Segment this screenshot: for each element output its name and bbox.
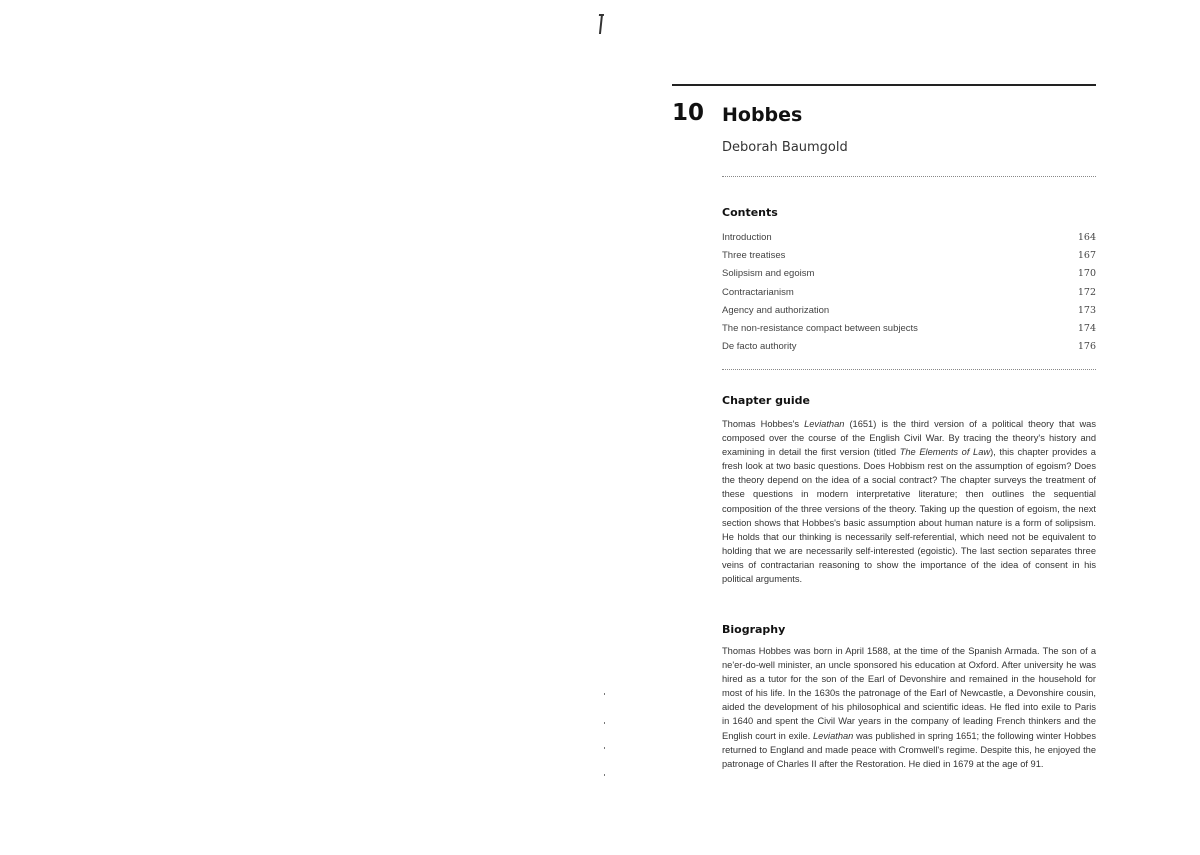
top-rule (672, 84, 1096, 86)
toc-label: The non-resistance compact between subjects (722, 322, 918, 334)
toc-page: 172 (1077, 286, 1096, 298)
toc-item[interactable] (722, 229, 1096, 247)
book-title: Leviathan (813, 730, 854, 741)
left-margin-dot (604, 693, 605, 695)
toc-page: 170 (1077, 268, 1096, 280)
toc-page: 167 (1077, 250, 1096, 262)
chapter-number: 10 (672, 100, 705, 126)
toc-label: Contractarianism (722, 286, 794, 298)
divider (722, 176, 1096, 177)
toc-page: 174 (1077, 322, 1096, 334)
contents-heading: Contents (722, 206, 778, 219)
toc-label: Agency and authorization (722, 304, 830, 316)
contents-list (722, 229, 1096, 356)
chapter-title: Hobbes (722, 104, 803, 126)
text-run: Thomas Hobbes was born in April 1588, at the time of the Spanish Armada. The son of a ne'er-do-well minister, an uncle sponsored his education at Oxford. After university he was hired as a tutor for the son of the Earl of Devonshire and remained in the household for most of his life. In the 1630s the patronage of the Earl of Newcastle, a Devonshire cousin, aided the development of his philosophical and scientific ideas. He fled into exile to Paris in 1640 and spent the Civil War years in the company of leading French thinkers and the English court in exile. (722, 646, 1096, 741)
toc-page: 164 (1077, 232, 1096, 243)
chapter-guide-heading: Chapter guide (722, 394, 810, 407)
toc-item[interactable] (722, 265, 1096, 283)
toc-item[interactable] (722, 338, 1096, 356)
text-run: (1651) is the third version of a political theory that was composed over the course of the English Civil War. By tracing the theory's history and examining in detail the first version (titled (722, 419, 1096, 458)
toc-label: Three treatises (722, 250, 786, 262)
chapter-author: Deborah Baumgold (722, 140, 848, 155)
toc-item[interactable] (722, 284, 1096, 302)
toc-item[interactable] (722, 302, 1096, 320)
toc-page: 176 (1077, 341, 1096, 353)
toc-label: De facto authority (722, 341, 797, 353)
toc-label: Solipsism and egoism (722, 268, 815, 280)
chapter-guide-text (722, 417, 1096, 586)
toc-label: Introduction (722, 232, 772, 243)
left-page-mark (599, 14, 603, 34)
toc-item[interactable] (722, 247, 1096, 265)
text-run: Thomas Hobbes's (722, 419, 805, 429)
biography-text (722, 644, 1096, 771)
book-title: The Elements of Law (899, 447, 991, 458)
left-margin-dot (604, 747, 605, 749)
toc-item[interactable] (722, 320, 1096, 338)
divider (722, 369, 1096, 370)
left-margin-dot (604, 774, 605, 776)
toc-page: 173 (1077, 304, 1096, 316)
biography-heading: Biography (722, 623, 786, 636)
text-run: ), this chapter provides a fresh look at two basic questions. Does Hobbism rest on the assumption of egoism? Does the theory depend on the idea of a social contract? The chapter surveys the treatment of these questions in modern interpretative literature; then outlines the sequential composition of the three versions of the theory. Taking up the question of egoism, the next section shows that Hobbes's basic assumption about human nature is a form of solipsism. He holds that our thinking is necessarily self-referential, which need not be equivalent to holding that we are necessarily self-interested (egoistic). The last section separates three veins of contractarian reasoning to show the importance of the idea of consent in his political arguments. (722, 447, 1096, 585)
text-run: was published in spring 1651; the following winter Hobbes returned to England and made peace with Cromwell's regime. Despite this, he enjoyed the patronage of Charles II after the Restoration. He died in 1679 at the age of 91. (722, 730, 1096, 769)
book-title: Leviathan (804, 419, 845, 429)
left-margin-dot (604, 722, 605, 724)
